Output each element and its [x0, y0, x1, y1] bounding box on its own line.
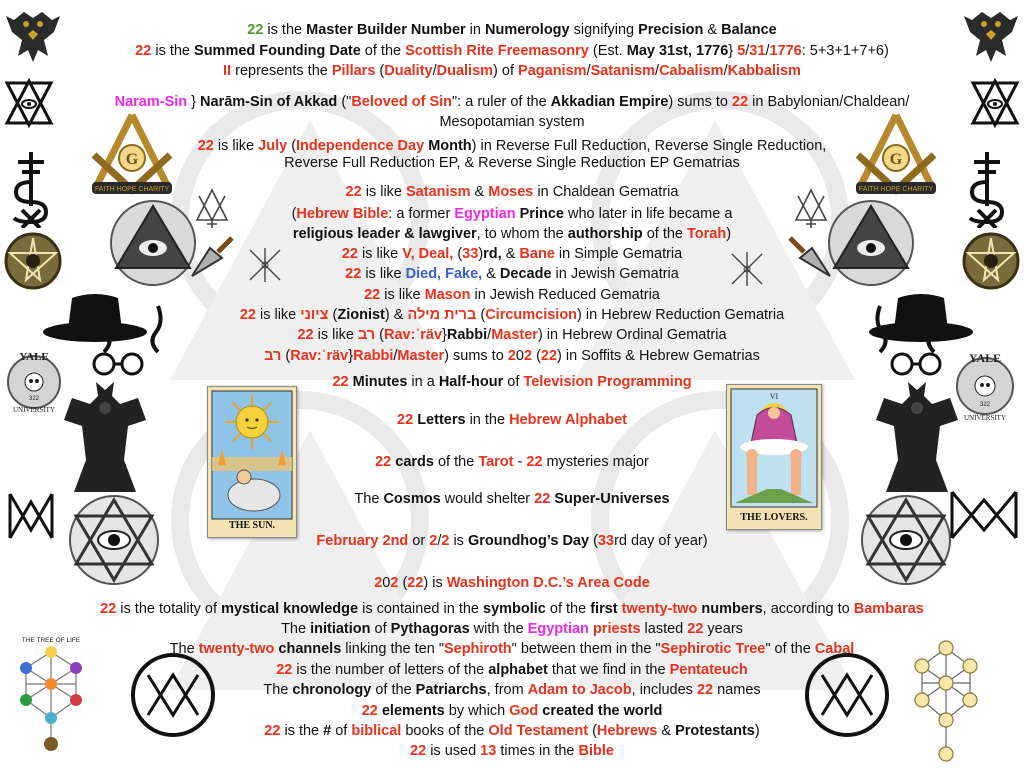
text-segment: Master: [397, 348, 445, 364]
text-segment: 22: [239, 307, 256, 323]
line-naram-sin: [0, 93, 1024, 111]
svg-text:YALE: YALE: [968, 351, 1002, 365]
text-segment: of the: [360, 43, 406, 59]
text-segment: Hebrew Alphabet: [509, 412, 627, 428]
svg-text:UNIVERSITY: UNIVERSITY: [964, 414, 1006, 422]
text-segment: &: [482, 266, 500, 282]
line-mystical: [0, 600, 1024, 618]
text-segment: 13: [480, 743, 497, 759]
text-segment: is like: [313, 327, 358, 343]
text-segment: Narām-Sin of Akkad: [200, 94, 338, 110]
text-segment: Summed Founding Date: [194, 43, 361, 59]
text-segment: signifying: [569, 22, 639, 38]
text-segment: רב: [264, 348, 282, 364]
line-soffits: [0, 347, 1024, 365]
text-segment: 22: [264, 723, 281, 739]
text-segment: Minutes: [352, 374, 408, 390]
text-segment: channels: [278, 641, 342, 657]
text-segment: Master: [491, 327, 538, 343]
line-jewish-gematria: [0, 265, 1024, 283]
text-segment: Prince: [519, 206, 564, 222]
text-segment: &: [657, 723, 676, 739]
text-segment: (: [532, 348, 541, 364]
text-segment: 22: [345, 184, 362, 200]
text-segment: (: [375, 63, 385, 79]
line-simple-gematria: [0, 245, 1024, 263]
text-segment: 22: [341, 246, 358, 262]
text-segment: 22: [526, 454, 543, 470]
text-segment: chronology: [292, 682, 372, 698]
text-segment: ): [883, 43, 889, 59]
text-segment: Half-hour: [438, 374, 504, 390]
text-segment: &: [703, 22, 722, 38]
text-segment: is used: [426, 743, 481, 759]
text-segment: /: [655, 63, 660, 79]
text-segment: ) of: [493, 63, 519, 79]
text-segment: ) in Hebrew Reduction Gematria: [577, 307, 785, 323]
text-segment: Hebrew Bible: [296, 206, 389, 222]
text-segment: twenty-two: [198, 641, 275, 657]
text-segment: 2: [441, 533, 450, 549]
text-segment: of the: [642, 226, 688, 242]
text-segment: ) in Reverse Full Reduction, Reverse Single Reduction,: [471, 138, 827, 154]
text-segment: times in the: [496, 743, 579, 759]
text-segment: Precision: [638, 22, 704, 38]
masonic-letter: G: [125, 151, 139, 168]
text-segment: (: [328, 307, 338, 323]
text-segment: Rabbi: [353, 348, 394, 364]
text-segment: ": a ruler of the: [452, 94, 551, 110]
text-segment: ): [726, 226, 732, 242]
tarot-sun-label: THE SUN.: [228, 520, 276, 531]
text-segment: 22: [276, 662, 293, 678]
line-master-builder-number: [0, 21, 1024, 39]
text-segment: ): [478, 246, 484, 262]
text-segment: of the: [545, 601, 591, 617]
line-hebrew-alphabet: [0, 411, 1024, 429]
text-segment: Month: [428, 138, 472, 154]
text-segment: 2: [523, 348, 533, 364]
text-segment: Cosmos: [383, 491, 441, 507]
text-segment: 22: [540, 348, 558, 364]
text-segment: Duality: [384, 63, 433, 79]
text-segment: 22: [364, 287, 381, 303]
text-segment: Pentateuch: [669, 662, 748, 678]
text-segment: rd day of year): [614, 533, 708, 549]
text-segment: 22: [696, 682, 714, 698]
line-jewish-reduced: [0, 286, 1024, 304]
text-segment: (: [588, 723, 597, 739]
line-old-testament: [0, 722, 1024, 740]
text-segment: Circumcision: [485, 307, 578, 323]
text-segment: (: [287, 138, 297, 154]
text-segment: 22: [407, 575, 424, 591]
text-segment: Television Programming: [523, 374, 692, 390]
svg-text:G: G: [889, 151, 903, 168]
text-segment: alphabet: [488, 662, 548, 678]
text-segment: Patriarchs: [415, 682, 487, 698]
text-segment: /: [437, 533, 442, 549]
text-segment: Satanism: [406, 184, 471, 200]
text-segment: Mason: [424, 287, 471, 303]
text-segment: Rav:ˈräv: [290, 348, 349, 364]
tarot-lovers-numeral: VI: [769, 392, 779, 401]
text-segment: elements: [381, 703, 445, 719]
text-segment: רב: [357, 327, 376, 343]
text-segment: Protestants: [675, 723, 755, 739]
text-segment: mystical knowledge: [221, 601, 359, 617]
text-segment: 22: [361, 703, 378, 719]
line-satanism-moses: [0, 183, 1024, 201]
text-segment: is contained in the: [358, 601, 484, 617]
text-segment: Decade: [499, 266, 552, 282]
text-segment: Letters: [417, 412, 466, 428]
text-segment: -: [513, 454, 527, 470]
line-lawgiver: [0, 225, 1024, 243]
text-segment: that we find in the: [547, 662, 670, 678]
text-segment: Old Testament: [488, 723, 589, 739]
text-segment: The: [281, 621, 311, 637]
text-segment: Independence Day: [296, 138, 425, 154]
baphomet-icon-right: [872, 380, 962, 500]
text-segment: lasted: [640, 621, 688, 637]
text-segment: 2: [374, 575, 383, 591]
text-segment: 22: [397, 412, 414, 428]
line-pythagoras: [0, 620, 1024, 638]
tarot-lovers-label: THE LOVERS.: [740, 512, 808, 523]
svg-text:THE TREE OF LIFE: THE TREE OF LIFE: [21, 637, 81, 644]
text-segment: ): [754, 723, 760, 739]
text-segment: Kabbalism: [727, 63, 801, 79]
text-segment: is the number of letters of the: [292, 662, 489, 678]
text-segment: Mesopotamian system: [439, 114, 585, 130]
text-segment: is like: [255, 307, 301, 323]
text-segment: February 2nd: [316, 533, 409, 549]
text-segment: mysteries major: [542, 454, 649, 470]
text-segment: 33: [597, 533, 615, 549]
text-segment: 2: [507, 348, 516, 364]
text-segment: in Jewish Reduced Gematria: [470, 287, 660, 303]
text-segment: }: [442, 327, 447, 343]
text-segment: 0: [382, 575, 391, 591]
line-elements: [0, 702, 1024, 720]
text-segment: The: [354, 491, 384, 507]
text-segment: Numerology: [485, 22, 570, 38]
text-segment: II: [223, 63, 232, 79]
text-segment: 31: [749, 43, 766, 59]
svg-text:322: 322: [979, 402, 991, 408]
text-segment: Moses: [488, 184, 534, 200]
text-segment: Cabalism: [659, 63, 724, 79]
text-segment: }: [728, 43, 738, 59]
line-bible: [0, 742, 1024, 760]
text-segment: Egyptian: [454, 206, 516, 222]
text-segment: V, Deal,: [402, 246, 454, 262]
text-segment: Bambaras: [853, 601, 924, 617]
line-sephiroth: [0, 640, 1024, 658]
text-segment: , to whom the: [476, 226, 568, 242]
text-segment: ) is: [423, 575, 447, 591]
text-segment: of: [331, 723, 352, 739]
line-pillars: [0, 62, 1024, 80]
text-segment: years: [703, 621, 743, 637]
line-groundhog: [0, 532, 1024, 550]
text-segment: Reverse Full Reduction EP, & Reverse Single Reduction EP Gematrias: [284, 155, 740, 171]
line-hebrew-reduction: [0, 306, 1024, 324]
text-segment: biblical: [351, 723, 402, 739]
text-segment: 5: [737, 43, 746, 59]
text-segment: cards: [395, 454, 434, 470]
text-segment: by which: [444, 703, 510, 719]
text-segment: 33: [462, 246, 479, 262]
text-segment: Akkadian Empire: [550, 94, 669, 110]
text-segment: 22: [297, 327, 314, 343]
text-segment: Died, Fake,: [405, 266, 483, 282]
text-segment: linking the ten ": [341, 641, 444, 657]
line-hebrew-ordinal: [0, 326, 1024, 344]
text-segment: (Est.: [588, 43, 627, 59]
line-hebrew-bible: [0, 205, 1024, 223]
text-segment: Balance: [721, 22, 777, 38]
text-segment: , from: [486, 682, 528, 698]
baphomet-icon: [60, 380, 150, 500]
svg-text:FAITH HOPE CHARITY: FAITH HOPE CHARITY: [94, 186, 170, 193]
text-segment: 22: [687, 621, 704, 637]
text-segment: Pythagoras: [390, 621, 470, 637]
text-segment: 22: [375, 454, 392, 470]
text-segment: is like: [380, 287, 425, 303]
text-segment: is like: [361, 266, 406, 282]
text-segment: (: [291, 206, 297, 222]
text-segment: 22: [410, 743, 427, 759]
text-segment: 22: [100, 601, 117, 617]
text-segment: is: [449, 533, 468, 549]
text-segment: is the: [280, 723, 324, 739]
text-segment: numbers: [701, 601, 763, 617]
text-segment: symbolic: [483, 601, 546, 617]
line-patriarchs: [0, 681, 1024, 699]
text-segment: in the: [465, 412, 510, 428]
text-segment: Torah: [687, 226, 727, 242]
text-segment: 22: [197, 138, 214, 154]
text-segment: : 5+3+1+7+6: [801, 43, 884, 59]
text-segment: ציוני: [300, 307, 329, 323]
text-segment: /: [586, 63, 591, 79]
line-pentateuch: [0, 661, 1024, 679]
text-segment: &: [501, 246, 520, 262]
text-segment: }: [187, 94, 201, 110]
text-segment: Naram-Sin: [114, 94, 188, 110]
text-segment: Hebrews: [596, 723, 658, 739]
text-segment: Egyptian: [527, 621, 589, 637]
line-naram-sin-cont: [0, 113, 1024, 131]
text-segment: twenty-two: [621, 601, 698, 617]
text-segment: created the world: [542, 703, 663, 719]
text-segment: /: [393, 348, 398, 364]
line-cosmos: [0, 490, 1024, 508]
text-segment: Rabbi: [446, 327, 488, 343]
text-segment: 0: [515, 348, 524, 364]
text-segment: Washington D.C.’s Area Code: [446, 575, 650, 591]
text-segment: 22: [332, 374, 349, 390]
text-segment: names: [713, 682, 761, 698]
text-segment: Sephirotic Tree: [660, 641, 766, 657]
text-segment: ) in Hebrew Ordinal Gematria: [537, 327, 727, 343]
text-segment: /: [487, 327, 492, 343]
text-segment: Rav:ˈräv: [384, 327, 443, 343]
text-segment: Super-Universes: [554, 491, 670, 507]
text-segment: Sephiroth: [443, 641, 512, 657]
text-segment: in: [465, 22, 485, 38]
text-segment: represents the: [231, 63, 332, 79]
text-segment: Beloved of Sin: [351, 94, 453, 110]
text-segment: priests: [592, 621, 641, 637]
text-segment: Scottish Rite Freemasonry: [405, 43, 589, 59]
text-segment: of: [370, 621, 391, 637]
text-segment: #: [323, 723, 332, 739]
line-july: [0, 137, 1024, 155]
text-segment: The: [263, 682, 293, 698]
text-segment: 2: [429, 533, 438, 549]
text-segment: (: [476, 307, 486, 323]
text-segment: (: [589, 533, 598, 549]
text-segment: (: [453, 246, 463, 262]
text-segment: religious leader & lawgiver: [292, 226, 477, 242]
text-segment: " between them in the ": [511, 641, 661, 657]
text-segment: or: [408, 533, 430, 549]
text-segment: would shelter: [440, 491, 535, 507]
text-segment: with the: [469, 621, 528, 637]
text-segment: Dualism: [436, 63, 494, 79]
line-washington: [0, 574, 1024, 592]
line-tarot: [0, 453, 1024, 471]
text-segment: May 31st, 1776: [626, 43, 729, 59]
svg-text:YALE: YALE: [19, 351, 49, 363]
text-segment: }: [348, 348, 354, 364]
text-segment: initiation: [310, 621, 371, 637]
svg-text:FAITH HOPE CHARITY: FAITH HOPE CHARITY: [858, 186, 934, 193]
text-segment: Cabal: [814, 641, 855, 657]
text-segment: in a: [407, 374, 439, 390]
text-segment: /: [723, 63, 728, 79]
text-segment: is like: [357, 246, 403, 262]
text-segment: , according to: [762, 601, 854, 617]
text-segment: 22: [247, 22, 264, 38]
text-segment: in Simple Gematria: [554, 246, 683, 262]
text-segment: Pillars: [331, 63, 376, 79]
text-segment: ברית מילה: [407, 307, 477, 323]
text-segment: authorship: [567, 226, 643, 242]
text-segment: who later in life became a: [563, 206, 733, 222]
text-segment: , includes: [631, 682, 697, 698]
text-segment: 22: [534, 491, 551, 507]
text-segment: 2: [390, 575, 399, 591]
text-segment: Satanism: [590, 63, 656, 79]
text-segment: ) in Soffits & Hebrew Gematrias: [557, 348, 760, 364]
text-segment: Bible: [578, 743, 614, 759]
text-segment: : a former: [388, 206, 455, 222]
text-segment: /: [745, 43, 750, 59]
text-segment: (: [375, 327, 385, 343]
text-segment: ) sums to: [444, 348, 508, 364]
text-segment: is the: [263, 22, 307, 38]
text-segment: Zionist: [337, 307, 385, 323]
svg-text:UNIVERSITY: UNIVERSITY: [13, 406, 55, 414]
text-segment: 22: [345, 266, 362, 282]
text-segment: (: [281, 348, 291, 364]
line-july-cont: [0, 154, 1024, 172]
text-segment: God: [509, 703, 539, 719]
text-segment: of the: [433, 454, 479, 470]
line-television: [0, 373, 1024, 391]
line-scottish-rite: [0, 42, 1024, 60]
text-segment: of: [503, 374, 524, 390]
text-segment: books of the: [401, 723, 489, 739]
text-segment: 22: [135, 43, 152, 59]
text-segment: &: [470, 184, 489, 200]
text-segment: in Chaldean Gematria: [533, 184, 679, 200]
text-segment: Paganism: [518, 63, 587, 79]
text-segment: rd,: [483, 246, 502, 262]
text-segment: in Jewish Gematria: [551, 266, 679, 282]
text-segment: ) sums to: [668, 94, 732, 110]
text-segment: is the: [151, 43, 195, 59]
text-segment: July: [258, 138, 288, 154]
text-segment: in Babylonian/Chaldean/: [748, 94, 910, 110]
text-segment: is like: [213, 138, 259, 154]
text-segment: " of the: [765, 641, 815, 657]
text-segment: (: [398, 575, 408, 591]
text-segment: /: [432, 63, 437, 79]
text-segment: is like: [361, 184, 407, 200]
text-segment: Tarot: [478, 454, 514, 470]
text-segment: 1776: [769, 43, 802, 59]
text-segment: is the totality of: [116, 601, 222, 617]
svg-text:322: 322: [28, 396, 40, 402]
text-segment: Bane: [519, 246, 555, 262]
text-segment: Master Builder Number: [306, 22, 466, 38]
text-segment: Groundhog’s Day: [467, 533, 590, 549]
text-segment: The: [169, 641, 199, 657]
text-segment: Adam to Jacob: [527, 682, 632, 698]
text-segment: /: [765, 43, 770, 59]
text-segment: of the: [371, 682, 416, 698]
text-segment: 22: [732, 94, 749, 110]
text-segment: (": [337, 94, 352, 110]
text-segment: first: [590, 601, 618, 617]
text-segment: ) &: [384, 307, 408, 323]
